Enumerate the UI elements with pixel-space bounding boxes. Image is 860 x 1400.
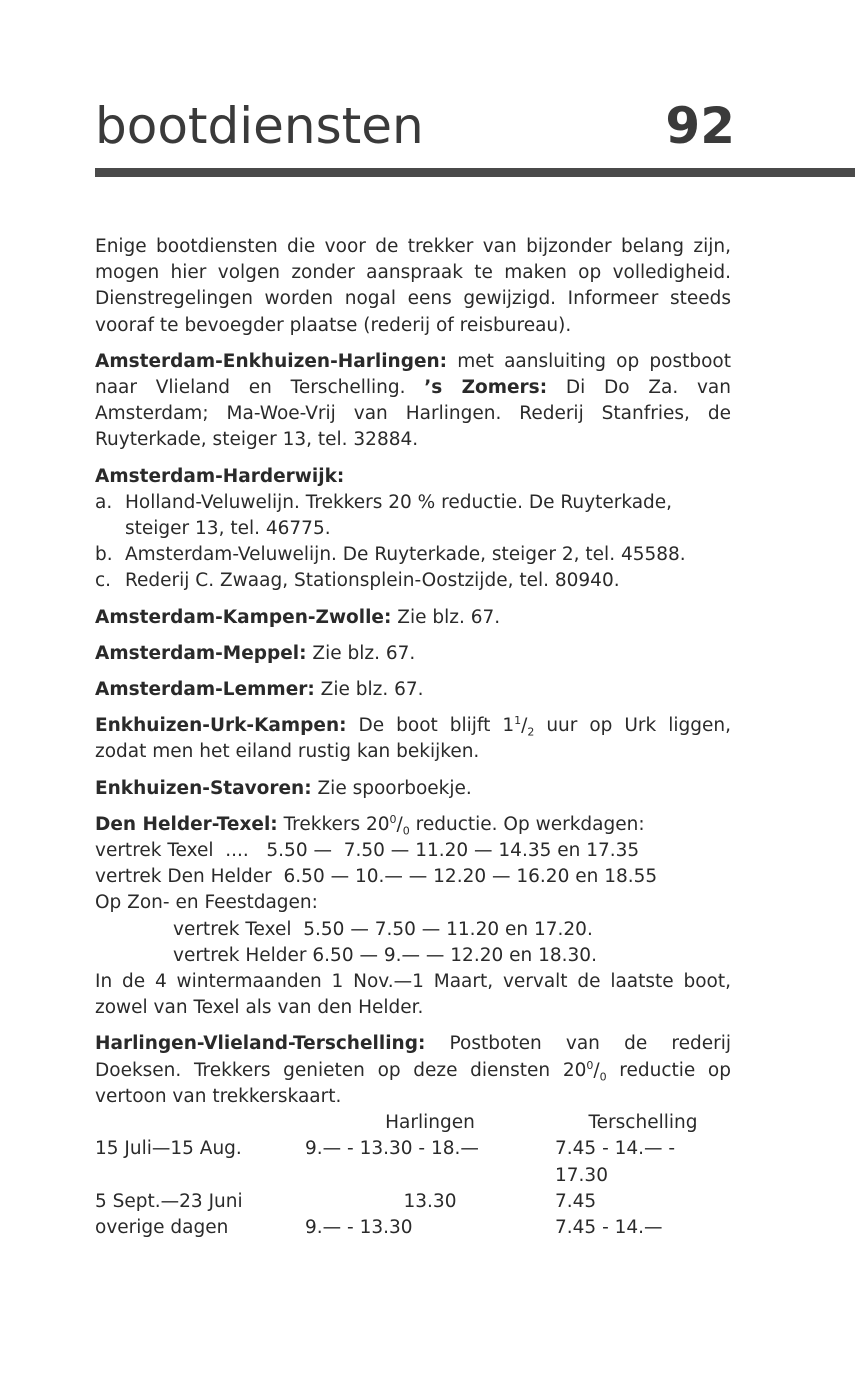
intro-paragraph: Enige bootdiensten die voor de trekker van bijzonder belang zijn, mogen hier volgen zonder aanspraak te maken op volledigheid. Dienstregelingen worden nogal eens gewijzigd. Informeer steeds vooraf te bevoegder plaatse (rederij of reisbureau). (95, 236, 731, 336)
section-heading: Amsterdam-Harderwijk: (95, 465, 345, 487)
section-heading: Harlingen-Vlieland-Terschelling: (95, 1033, 426, 1055)
section-amsterdam-kampen-zwolle: Amsterdam-Kampen-Zwolle: Zie blz. 67. (95, 606, 501, 628)
page-body (95, 234, 731, 1241)
section-heading: Enkhuizen-Stavoren: (95, 777, 312, 799)
table-row: 5 Sept.—23 Juni 13.30 7.45 (95, 1190, 597, 1212)
summer-label: ’s Zomers: (424, 377, 548, 399)
section-heading: Amsterdam-Lemmer: (95, 679, 315, 701)
section-heading: Amsterdam-Enkhuizen-Harlingen: (95, 350, 448, 372)
table-header-row: Harlingen Terschelling (385, 1112, 698, 1134)
winter-note: In de 4 wintermaanden 1 Nov.—1 Maart, vervalt de laatste boot, zowel van Texel als van den Helder. (95, 971, 731, 1019)
section-amsterdam-lemmer: Amsterdam-Lemmer: Zie blz. 67. (95, 679, 424, 701)
section-heading: Enkhuizen-Urk-Kampen: (95, 715, 347, 737)
section-enkhuizen-stavoren: Enkhuizen-Stavoren: Zie spoorboekje. (95, 777, 472, 799)
table-row: overige dagen 9.— - 13.30 7.45 - 14.— (95, 1216, 663, 1238)
list-item: c. Rederij C. Zwaag, Stationsplein-Oostzijde, tel. 80940. (95, 570, 620, 592)
section-amsterdam-meppel: Amsterdam-Meppel: Zie blz. 67. (95, 642, 416, 664)
list-item: a. Holland-Veluwelijn. Trekkers 20 % reductie. De Ruyterkade, steiger 13, tel. 46775. (95, 491, 673, 540)
page-header (95, 96, 735, 156)
page-title: bootdiensten (95, 97, 424, 155)
section-heading: Den Helder-Texel: (95, 813, 278, 835)
schedule-table (95, 1110, 731, 1241)
section-harlingen-vlieland-terschelling: Harlingen-Vlieland-Terschelling: Postboten van de rederij Doeksen. Trekkers genieten op deze diensten $20^0/_0$ reductie op vertoon van trekkerskaart. Harlingen Terschelling 15 Juli—15 Aug. 9.— - 13.30 - 18.— 7.45 - 14.— - 17.30 5 Sept.—23 Juni 13.30 7.45 overige dagen 9.— - 13.30 7.45 - 14.— (95, 1031, 731, 1241)
sunday-label: Op Zon- en Feestdagen: (95, 892, 318, 914)
weekday-schedule: vertrek Texel .... 5.50 — 7.50 — 11.20 — 14.35 en 17.35 vertrek Den Helder 6.50 — 10.— — 12.20 — 16.20 en 18.55 (95, 840, 658, 888)
list-item: b. Amsterdam-Veluwelijn. De Ruyterkade, steiger 2, tel. 45588. (95, 544, 686, 566)
section-enkhuizen-urk-kampen: Enkhuizen-Urk-Kampen: De boot blijft $1^1/_2$ uur op Urk liggen, zodat men het eiland rustig kan bekijken. (95, 714, 731, 763)
section-den-helder-texel: Den Helder-Texel: Trekkers $20^0/_0$ reductie. Op werkdagen: vertrek Texel .... 5.50 — 7.50 — 11.20 — 14.35 en 17.35 vertrek Den Helder 6.50 — 10.— — 12.20 — 16.20 en 18.55 Op Zon- en Feestdagen: vertrek Texel 5.50 — 7.50 — 11.20 en 17.20. vertrek Helder 6.50 — 9.— — 12.20 en 18.30. In de 4 wintermaanden 1 Nov.—1 Maart, vervalt de laatste boot, zowel van Texel als van den Helder. (95, 812, 731, 1022)
section-heading: Amsterdam-Meppel: (95, 642, 307, 664)
section-amsterdam-harderwijk (95, 464, 731, 595)
section-amsterdam-enkhuizen-harlingen: Amsterdam-Enkhuizen-Harlingen: met aansluiting op postboot naar Vlieland en Terschelling. ’s Zomers: Di Do Za. van Amsterdam; Ma-Woe-Vrij van Harlingen. Rederij Stanfries, de Ruyterkade, steiger 13, tel. 32884. (95, 350, 731, 451)
page-number: 92 (665, 97, 735, 155)
header-rule (95, 168, 855, 177)
table-row: 15 Juli—15 Aug. 9.— - 13.30 - 18.— 7.45 - 14.— - 17.30 (95, 1138, 676, 1186)
sunday-schedule: vertrek Texel 5.50 — 7.50 — 11.20 en 17.20. vertrek Helder 6.50 — 9.— — 12.20 en 18.30. (173, 918, 597, 966)
section-heading: Amsterdam-Kampen-Zwolle: (95, 606, 392, 628)
